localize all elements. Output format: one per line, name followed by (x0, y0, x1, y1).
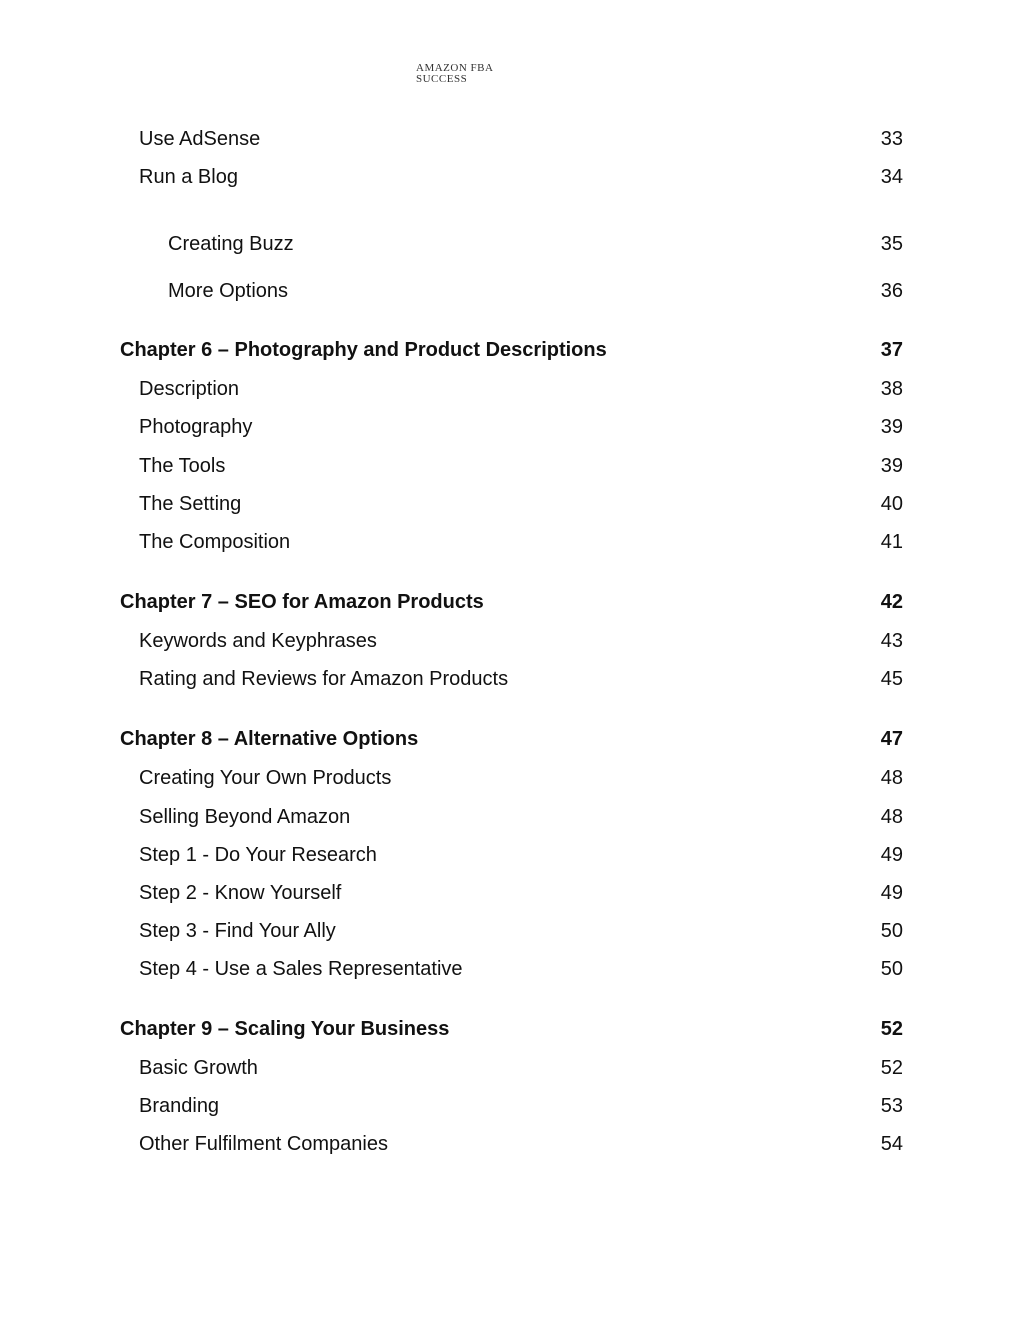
toc-entry-creating-buzz[interactable] (0, 231, 1024, 257)
toc-entry-page: 39 (880, 455, 903, 477)
toc-entry-page: 54 (880, 1133, 903, 1155)
toc-entry-fulfilment-companies[interactable] (0, 1131, 1024, 1157)
toc-chapter-6[interactable] (0, 337, 1024, 363)
toc-chapter-7[interactable] (0, 589, 1024, 615)
toc-entry-page: 48 (880, 806, 903, 828)
toc-entry-page: 43 (880, 630, 903, 652)
toc-entry-label: The Tools (139, 455, 226, 477)
toc-chapter-page: 52 (880, 1018, 903, 1040)
toc-entry-page: 38 (880, 378, 903, 400)
toc-entry-label: Step 4 - Use a Sales Representative (139, 958, 463, 980)
toc-entry-keywords[interactable] (0, 628, 1024, 654)
toc-entry-page: 33 (880, 128, 903, 150)
toc-entry-more-options[interactable] (0, 278, 1024, 304)
toc-entry-the-setting[interactable] (0, 491, 1024, 517)
toc-entry-selling-beyond[interactable] (0, 804, 1024, 830)
toc-entry-label: Step 1 - Do Your Research (139, 844, 377, 866)
toc-entry-step-2[interactable] (0, 880, 1024, 906)
toc-entry-label: Description (139, 378, 240, 400)
toc-entry-page: 41 (880, 531, 903, 553)
toc-entry-page: 34 (880, 166, 903, 188)
toc-entry-label: Creating Buzz (168, 233, 294, 255)
toc-chapter-page: 47 (880, 728, 903, 750)
toc-entry-page: 45 (880, 668, 903, 690)
toc-entry-label: Basic Growth (139, 1057, 258, 1079)
toc-entry-page: 39 (880, 416, 903, 438)
toc-entry-description[interactable] (0, 376, 1024, 402)
toc-entry-label: Photography (139, 416, 253, 438)
toc-entry-run-a-blog[interactable] (0, 164, 1024, 190)
toc-entry-page: 53 (880, 1095, 903, 1117)
toc-entry-step-4[interactable] (0, 956, 1024, 982)
toc-entry-basic-growth[interactable] (0, 1055, 1024, 1081)
toc-entry-label: The Composition (139, 531, 291, 553)
toc-entry-use-adsense[interactable] (0, 126, 1024, 152)
toc-entry-own-products[interactable] (0, 765, 1024, 791)
toc-entry-page: 49 (880, 844, 903, 866)
toc-entry-label: Keywords and Keyphrases (139, 630, 377, 652)
toc-chapter-page: 42 (880, 591, 903, 613)
toc-entry-branding[interactable] (0, 1093, 1024, 1119)
toc-entry-label: Creating Your Own Products (139, 767, 392, 789)
toc-entry-step-3[interactable] (0, 918, 1024, 944)
header-line-1: AMAZON FBA (416, 62, 494, 74)
toc-entry-step-1[interactable] (0, 842, 1024, 868)
toc-entry-label: Other Fulfilment Companies (139, 1133, 388, 1155)
toc-entry-label: Branding (139, 1095, 220, 1117)
toc-entry-label: Run a Blog (139, 166, 238, 188)
toc-chapter-page: 37 (880, 339, 903, 361)
toc-entry-label: Step 2 - Know Yourself (139, 882, 342, 904)
toc-entry-the-tools[interactable] (0, 453, 1024, 479)
toc-chapter-label: Chapter 7 – SEO for Amazon Products (120, 591, 484, 613)
toc-entry-label: More Options (168, 280, 289, 302)
toc-entry-page: 48 (880, 767, 903, 789)
toc-entry-page: 52 (880, 1057, 903, 1079)
toc-chapter-9[interactable] (0, 1016, 1024, 1042)
toc-entry-label: Step 3 - Find Your Ally (139, 920, 336, 942)
toc-entry-photography[interactable] (0, 414, 1024, 440)
toc-chapter-label: Chapter 6 – Photography and Product Descriptions (120, 339, 607, 361)
toc-entry-label: Rating and Reviews for Amazon Products (139, 668, 509, 690)
toc-entry-the-composition[interactable] (0, 529, 1024, 555)
toc-chapter-label: Chapter 8 – Alternative Options (120, 728, 419, 750)
running-header (416, 63, 493, 85)
toc-entry-page: 49 (880, 882, 903, 904)
toc-chapter-label: Chapter 9 – Scaling Your Business (120, 1018, 450, 1040)
toc-entry-page: 50 (880, 920, 903, 942)
toc-entry-ratings-reviews[interactable] (0, 666, 1024, 692)
toc-entry-page: 40 (880, 493, 903, 515)
toc-entry-label: Selling Beyond Amazon (139, 806, 351, 828)
toc-entry-page: 35 (880, 233, 903, 255)
toc-chapter-8[interactable] (0, 726, 1024, 752)
toc-entry-page: 36 (880, 280, 903, 302)
toc-entry-label: Use AdSense (139, 128, 261, 150)
header-line-2: SUCCESS (416, 73, 468, 85)
toc-entry-page: 50 (880, 958, 903, 980)
toc-entry-label: The Setting (139, 493, 242, 515)
